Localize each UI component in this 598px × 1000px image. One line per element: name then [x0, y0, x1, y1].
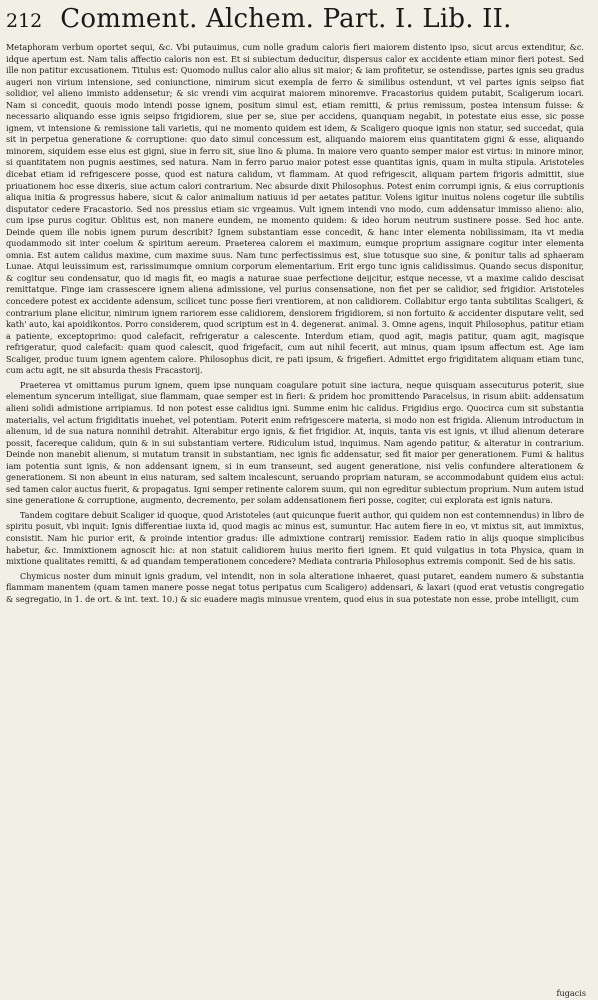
- page-header: [6, 4, 584, 40]
- paragraph-2: Praeterea vt omittamus purum ignem, quem ipse nunquam coagulare potuit sine iactura, neque quisquam assecuturus poterit, siue elementum syncerum intelligat, siue flammam, quae semper est in fieri: & pridem hoc promittendo Paracelsus, in risum abiit: addensatum alieni solidi admistione arripiamus. Id non potest esse calidius igni. Summe enim hic calidus. Frigidius ergo. Quocirca cum sit substantia materialis, vel actum frigiditatis inuehet, vel potentiam. Poterit enim refrigescere materia, si modo non est frigida. Alienum introductum in alienum, id de sua natura nonnihil detrahit. Alterabitur ergo ignis, & fiet frigidior. At, inquis, tanta vis est ignis, vt illud alienum deterare possit, facereque calidum, quin & in sui substantiam vertere. Ridiculum istud, inquimus. Nam agendo patitur, & alteratur in contrarium. Deinde non manebit alienum, si mutatum transit in substantiam, nec ignis fic addensatur, sed fit maior per generationem. Fumi & halitus iam potentia sunt ignis, & non addensant ignem, si in eum transeunt, sed augent generatione, nisi velis confundere alterationem & generationem. Si non abeunt in eius naturam, sed saltem incalescunt, seruando propriam naturam, se accommodabunt quidem eius actui: sed tamen calor auctus fuerit, & propagatus. Igni semper retinente calorem suum, qui non egreditur subiectum proprium. Num autem istud sine generatione & corruptione, augmento, decremento, per solam addensationem fieri posse, cogiter, cui explorata est ignis natura.: [6, 379, 584, 506]
- page-number: 212: [6, 10, 43, 32]
- paragraph-3: Tandem cogitare debuit Scaliger id quoque, quod Aristoteles (aut quicunque fuerit author, qui quidem non est contemnendus) in libro de spiritu posuit, vbi inquit: Ignis differentiae iuxta id, quod magis ac minus est, sumuntur. Hac autem fiere in eo, vt mixtus sit, aut immixtus, consistit. Nam hic purior erit, & proinde intentior gradus: ille admixtione contrarij remissior. Eadem ratio in alijs quoque simplicibus habetur, &c. Immixtionem agnoscit hic: at non statuit calidiorem huius merito fieri ignem. Et quid vulgatius in tota Physica, quam in mixtione qualitates remitti, & ad quandam temperationem concedere? Mediata contraria Philosophus extremis componit. Sed de his satis.: [6, 509, 584, 567]
- catchword: fugacis: [556, 988, 586, 998]
- paragraph-1: Metaphoram verbum oportet sequi, &c. Vbi putauimus, cum nolle gradum caloris fieri maiorem distento ipso, sicut arcus extenditur, &c. idque apertum est. Nam talis affectio caloris non est. Et si subiectum deducitur, dispersus calor ex accidente etiam minor fieri potest. Sed ille non patitur excusationem. Titulus est: Quomodo nullus calor alio alius sit maior; & iam profitetur, se ostendisse, partes ignis seu gradus augeri non virium intensione, sed coniunctione, nimirum sicut exempla de ferro & similibus ostendunt, vt vel partes ignis seipso fiat solidior, vel alieno immisto addensetur; & sic vrendi vim acquirat maiorem minoremve. Fracastorius quidem putabit, Scaligerum iocari. Nam si concedit, quouis modo intendi posse ignem, positum simul est, etiam remitti, & prius remissum, postea intensum fuisse: & necessario aliquando esse ignis seipso frigidiorem, siue per se, siue per accidens, quanquam negabit, in potestate eius esse, sic posse ignem, vt intensione & remissione tali varietis, qui ne momento quidem est idem, & Scaligero quoque ignis non statur, sed succedat, quia sit in perpetua generatione & corruptione: quo dato simul concessum est, aliquando maiorem eius quantitatem gigni & esse, aliquando minorem, siquidem esse eius est gigni, siue in ferro sit, siue lino & pluma. In maiore vero quanto semper maior est virtus: in minore minor, si quantitatem non pugnis aestimes, sed natura. Nam in ferro paruo maior potest esse quantitas ignis, quam in multa stipula. Aristoteles dicebat etiam id refrigescere posse, quod est natura calidum, vt flammam. At quod refrigescit, aliquam partem frigoris admittit, siue priuationem hoc esse dixeris, siue actum calori contrarium. Nec absurde dixit Philosophus. Potest enim corrumpi ignis, & eius corruptionis aliqua initia & progressus habere, sicut & calor animalium natiuus id per aetates patitur. Volens igitur inuitus nolens cogetur ille subtilis disputator cedere Fracastorio. Sed nos pressius etiam sic vrgeamus. Vult ignem intendi vno modo, cum addensatur immisso alieno: alio, cum ipse purus cogitur. Oblitus est, non manere eundem, ne momento quidem: & ideo horum neutrum sustinere posse. Sed hoc ante. Deinde quem ille nobis ignem purum describit? Ignem substantiam esse concedit, & hanc inter elementa nobilissimam, ita vt media quodammodo sit inter coelum & spiritum aereum. Praeterea calorem ei maximum, eumque proprium assignare cogitur inter elementa omnia. Est autem calidus maxime, cum maxime suus. Nam tunc perfectissimus est, siue totusque suo sine, & ponitur talis ad sphaeram Lunae. Atqui leuissimum est, rarissimumque omnium corporum elementarium. Erit ergo tunc ignis calidissimus. Quando secus disponitur, & cogitur seu condensatur, quo id magis fit, eo magis a naturae suae perfectione deijcitur, estque necesse, vt a maxime calido descisat remittatque. Finge iam crassescere ignem aliena admissione, vel purius consensatione, non fiet per se calidior, sed frigidior. Aristoteles concedere potest ex accidente adensum, scilicet tunc posse fieri vrentiorem, at non calidiorem. Collabitur ergo tanta subtilitas Scaligeri, & contrarium plane elicitur, nimirum ignem rariorem esse calidiorem, densiorem frigidiorem, si non fortuito & accidenter disputare velit, sed kath' auto, kai apoidikontos. Porro considerem, quod scriptum est in 4. degenerat. animal. 3. Omne agens, inquit Philosophus, patitur etiam a patiente, exceptoprimo: quod calefacit, refrigeratur a calescente. Interdum etiam, quod agit, magis patitur, quam agit, magisque refrigeratur, quod calefacit: quam quod calescit, quod frigefacit, cum aut nihil fecerit, aut minus, quam ipsum affectum est. Age iam Scaliger, produc tuum ignem agentem calore. Philosophus dicit, re pati ipsum, & frigefieri. Admittet ergo frigiditatem aliquam etiam tunc, cum actu agit, ne sit absurda thesis Fracastorij.: [6, 42, 584, 376]
- paragraph-4: Chymicus noster dum minuit ignis gradum, vel intendit, non in sola alteratione inhaeret, quasi putaret, eandem numero & substantia flammam manentem (quam tamen manere posse negat totus peripatus cum Scaligero) addensari, & laxari (quod erat vetustis congregatio & segregatio, in 1. de ort. & int. text. 10.) & sic euadere magis minusue vrentem, quod eius in sua potestate non esse, probe intelligit, cum: [6, 570, 584, 604]
- running-head: Comment. Alchem. Part. I. Lib. II.: [60, 4, 512, 34]
- body-text: [6, 42, 584, 605]
